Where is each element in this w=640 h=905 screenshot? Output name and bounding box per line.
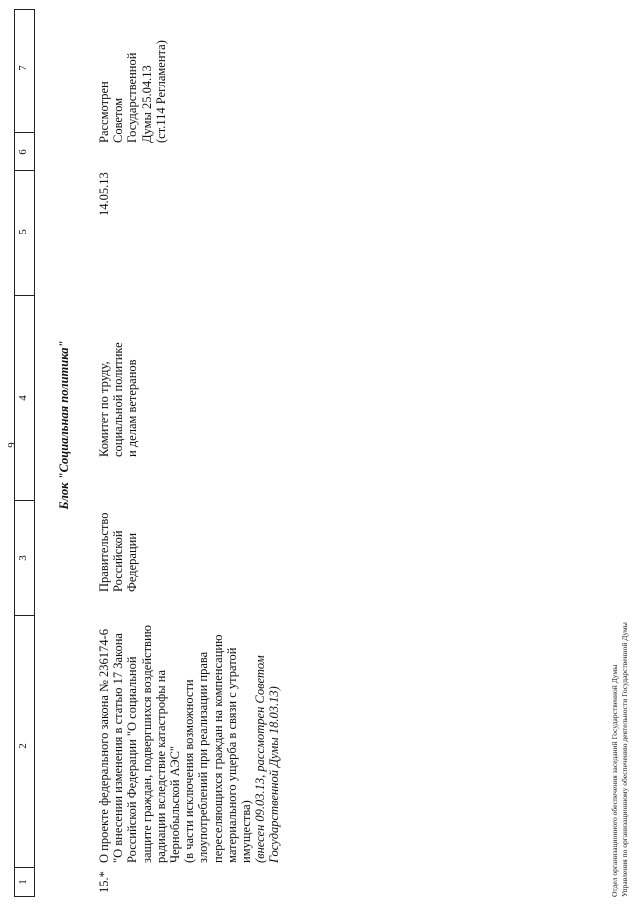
page-number: 9 [6, 442, 18, 448]
description-line: злоупотреблений при реализации права [196, 651, 211, 863]
description-line: материального ущерба в связи с утратой [224, 647, 239, 863]
row-number: 15.* [97, 871, 111, 893]
footer-line-1: Отдел организационного обеспечения заседаний Государственной Думы [610, 664, 619, 897]
submission-note-line: Государственной Думы 18.03.13) [267, 686, 282, 863]
status-line: Рассмотрен [97, 81, 111, 143]
footer-line-2: Управления по организационному обеспечению деятельности Государственной Думы [620, 622, 629, 897]
column-divider [15, 295, 34, 296]
description-line: О проекте федерального закона № 236174-6 [97, 629, 111, 863]
description-line: переселяющихся граждан на компенсацию [210, 634, 225, 863]
description-line: (в части исключения возможности [182, 679, 197, 863]
committee-cell [97, 307, 140, 457]
committee-line: Комитет по труду, [97, 361, 111, 457]
description-line: "О внесении изменения в статью 17 Закона [111, 633, 126, 863]
date-cell: 14.05.13 [97, 172, 111, 216]
block-title: Блок "Социальная политика" [57, 340, 71, 510]
column-number-7: 7 [17, 65, 29, 71]
initiator-line: Федерации [125, 532, 140, 592]
description-line: Российской Федерации "О социальной [125, 656, 140, 863]
status-line: (ст.114 Регламента) [153, 40, 168, 143]
column-divider [15, 615, 34, 616]
description-line: имущества) [239, 800, 254, 863]
column-number-3: 3 [17, 555, 29, 561]
column-number-1: 1 [17, 879, 29, 885]
initiator-line: Российской [111, 530, 126, 592]
description-line: радиации вследствие катастрофы на [153, 669, 168, 863]
column-header-strip [14, 9, 35, 897]
committee-line: и делам ветеранов [125, 359, 140, 457]
column-number-5: 5 [17, 229, 29, 235]
column-divider [15, 132, 34, 133]
status-line: Советом [111, 97, 126, 143]
column-number-4: 4 [17, 395, 29, 401]
status-cell [97, 3, 168, 143]
column-divider [15, 867, 34, 868]
column-divider [15, 170, 34, 171]
status-line: Государственной [125, 52, 140, 143]
committee-line: социальной политике [111, 342, 126, 457]
initiator-cell [97, 482, 140, 592]
column-number-2: 2 [17, 743, 29, 749]
status-line: Думы 25.04.13 [139, 65, 154, 143]
initiator-line: Правительство [97, 512, 111, 592]
description-line: защите граждан, подвергшихся воздействию [139, 625, 154, 863]
submission-note-line: (внесен 09.03.13, рассмотрен Советом [253, 655, 268, 863]
bill-description [97, 563, 282, 863]
column-divider [15, 500, 34, 501]
description-line: Чернобыльской АЭС" [168, 745, 183, 863]
column-number-6: 6 [17, 149, 29, 155]
